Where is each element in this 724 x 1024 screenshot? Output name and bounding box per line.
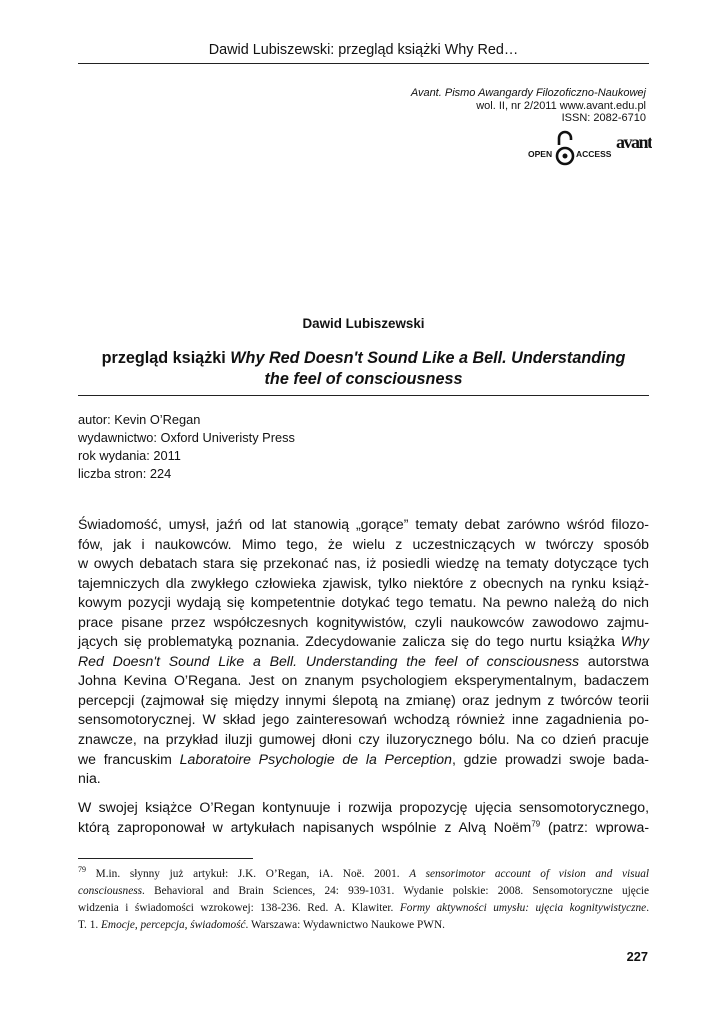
book-author: autor: Kevin O’Regan xyxy=(78,412,201,427)
title-book-line2: the feel of consciousness xyxy=(264,370,463,388)
footnote xyxy=(78,866,649,934)
book-year: rok wydania: 2011 xyxy=(78,448,181,463)
text-line: W swojej książce O’Regan kontynuuje i rozwija propozycję ujęcia sensomotorycznego, xyxy=(78,799,649,815)
page-number: 227 xyxy=(626,949,648,964)
book-info xyxy=(78,411,295,483)
text-line: Red Doesn't Sound Like a Bell. Understanding the feel of consciousness autorstwa xyxy=(78,652,649,669)
text-line: fów, jak i naukowców. Mimo tego, że wielu z uczestniczących w twórczy sposób xyxy=(78,535,649,552)
footnote-ref[interactable]: 79 xyxy=(531,818,541,828)
footnote-line: widzenia i świadomości wzrokowej: 138-236. Red. A. Klawiter. Formy aktywności umysłu: ujęcia kognitywistyczne. xyxy=(78,902,650,914)
avant-logo-icon xyxy=(616,132,652,152)
article-author: Dawid Lubiszewski xyxy=(302,316,425,331)
text-line: jących się problematyką poznania. Zdecydowanie zalicza się do tego nurtu książka Why xyxy=(78,633,649,650)
text-line: którą zaproponował w artykułach napisanych wspólnie z Alvą Noëm$^{79}$ (patrz: wprowa- xyxy=(78,818,650,835)
text-line: sensomotorycznej. W skład jego zainteresowań wchodzą również inne zagadnienia po- xyxy=(78,711,649,728)
text-line: percepcji (zajmował się między innymi ślepotą na zmianę) oraz jednym z twórców teorii xyxy=(78,691,649,708)
body-paragraph-1 xyxy=(78,515,649,789)
text-line: Świadomość, umysł, jaźń od lat stanowią „gorące” tematy debat zarówno wśród filozo- xyxy=(78,516,649,532)
footnote-divider xyxy=(78,858,253,859)
article-title xyxy=(78,348,649,390)
footnote-line: consciousness. Behavioral and Brain Sciences, 24: 939-1031. Wydanie polskie: 2008. Sensomotoryczne ujęcie xyxy=(78,885,649,897)
open-access-lock-icon xyxy=(557,132,573,164)
running-head: Dawid Lubiszewski: przegląd książki Why Red… xyxy=(78,40,649,64)
oa-open-text: OPEN xyxy=(528,149,553,159)
text-line: nia. xyxy=(78,770,101,787)
title-divider xyxy=(78,395,649,396)
footnote-line: T. 1. Emocje, percepcja, świadomość. Warszawa: Wydawnictwo Naukowe PWN. xyxy=(78,919,445,931)
text-line: Johna Kevina O’Regana. Jest on znanym psychologiem eksperymentalnym, badaczem xyxy=(78,672,649,689)
text-line: tajemniczych dla zwykłego człowieka zjawisk, tylko niektóre z obecnych na rynku książ- xyxy=(78,574,649,591)
title-book-line1: Why Red Doesn't Sound Like a Bell. Understanding xyxy=(230,349,626,367)
footnote-number: 79 xyxy=(78,865,86,875)
text-line: znawcze, na przykład iluzji gumowej dłoni czy iluzorycznego bólu. Na co dzień pracuje xyxy=(78,731,649,748)
open-access-logo xyxy=(524,128,652,174)
journal-issn: ISSN: 2082-6710 xyxy=(561,112,646,124)
book-publisher: wydawnictwo: Oxford Univeristy Press xyxy=(78,430,295,445)
journal-name: Avant. Pismo Awangardy Filozoficzno-Naukowej xyxy=(410,87,646,99)
avant-brand-text: avant xyxy=(616,132,652,152)
text-line: kowym pozycji wydają się kompetentnie dotykać tego tematu. Na pewno należą do nich xyxy=(78,594,649,611)
footnote-line: $^{79}$ M.in. słynny już artykuł: J.K. O’Regan, iA. Noë. 2001. A sensorimotor account of vision and visual xyxy=(78,865,650,880)
body-paragraph-2 xyxy=(78,798,649,837)
text-line: w owych debatach stara się przekonać nas, iż posiedli wiedzę na tematy dotyczące tych xyxy=(78,555,649,572)
oa-access-text: ACCESS xyxy=(576,149,612,159)
journal-info xyxy=(411,87,646,125)
book-pages: liczba stron: 224 xyxy=(78,466,172,481)
text-line: we francuskim Laboratoire Psychologie de la Perception, gdzie prowadzi swoje bada- xyxy=(78,750,649,767)
title-prefix: przegląd książki xyxy=(101,349,231,367)
journal-volume: wol. II, nr 2/2011 www.avant.edu.pl xyxy=(476,99,646,112)
text-line: prace pisane przez współczesnych kognitywistów, czyli naukowców zawodowo zajmu- xyxy=(78,613,649,630)
